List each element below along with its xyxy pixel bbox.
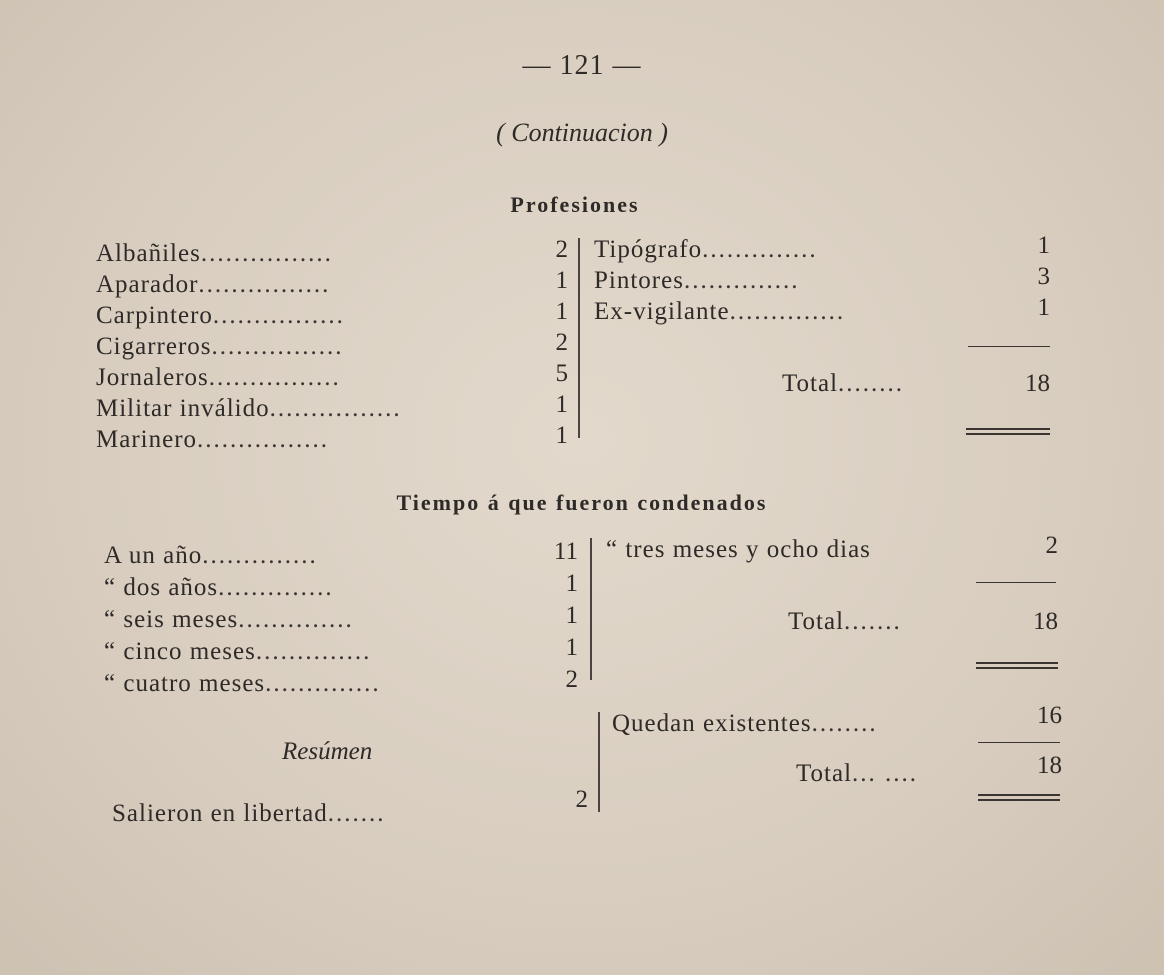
list-item-label: Ex-vigilante..............	[594, 298, 846, 325]
list-item-label: Carpintero................	[96, 302, 345, 329]
list-item-label: “ seis meses..............	[104, 606, 354, 633]
total-double-rule	[978, 799, 1060, 801]
list-item-label: Militar inválido................	[96, 395, 402, 422]
tiempo-heading: Tiempo á que fueron condenados	[396, 490, 768, 515]
list-item-label: Cigarreros................	[96, 333, 344, 360]
resumen-total-value: 18	[1037, 752, 1062, 779]
sum-rule	[968, 346, 1050, 347]
sum-rule	[976, 582, 1056, 583]
list-item-label: A un año..............	[104, 542, 318, 569]
profesiones-total-value: 18	[1025, 370, 1050, 397]
total-double-rule	[976, 662, 1058, 664]
list-item-label: “ dos años..............	[104, 574, 334, 601]
list-item-value: 1	[555, 298, 568, 325]
list-item-label: Jornaleros................	[96, 364, 341, 391]
total-double-rule	[966, 433, 1050, 435]
list-item-value: 1	[565, 634, 578, 661]
tiempo-total-value: 18	[1033, 608, 1058, 635]
list-item-value: 11	[553, 538, 578, 565]
total-double-rule	[966, 428, 1050, 430]
list-item-label: “ cuatro meses..............	[104, 670, 381, 697]
profesiones-heading: Profesiones	[510, 192, 640, 217]
list-item-value: 1	[555, 391, 568, 418]
continuation-title: ( Continuacion )	[496, 118, 668, 147]
list-item-value: 1	[555, 267, 568, 294]
list-item-value: 2	[1045, 532, 1058, 559]
tiempo-total-label: Total.......	[788, 608, 902, 635]
total-double-rule	[978, 794, 1060, 796]
list-item-value: 2	[565, 666, 578, 693]
page-number: — 121 —	[522, 50, 642, 81]
list-item-label: Albañiles................	[96, 240, 333, 267]
list-item-label: Marinero................	[96, 426, 330, 453]
list-item-label: “ cinco meses..............	[104, 638, 372, 665]
list-item-value: 1	[565, 602, 578, 629]
total-double-rule	[976, 667, 1058, 669]
resumen-total-label: Total... ....	[796, 760, 919, 787]
column-divider	[578, 238, 580, 438]
list-item-value: 2	[555, 236, 568, 263]
salieron-value: 2	[575, 786, 588, 813]
list-item-value: 1	[555, 422, 568, 449]
sum-rule	[978, 742, 1060, 743]
column-divider	[590, 538, 592, 680]
list-item-value: 3	[1037, 263, 1050, 290]
list-item-label: Pintores..............	[594, 267, 800, 294]
quedan-label: Quedan existentes........	[612, 710, 878, 737]
list-item-value: 1	[565, 570, 578, 597]
column-divider	[598, 712, 600, 812]
list-item-label: Aparador................	[96, 271, 331, 298]
resumen-heading: Resúmen	[282, 738, 373, 765]
list-item-value: 5	[555, 360, 568, 387]
list-item-value: 1	[1037, 232, 1050, 259]
list-item-label: “ tres meses y ocho dias	[606, 536, 871, 563]
quedan-value: 16	[1037, 702, 1062, 729]
salieron-label: Salieron en libertad.......	[112, 800, 386, 827]
list-item-label: Tipógrafo..............	[594, 236, 818, 263]
profesiones-total-label: Total........	[782, 370, 905, 397]
list-item-value: 1	[1037, 294, 1050, 321]
list-item-value: 2	[555, 329, 568, 356]
